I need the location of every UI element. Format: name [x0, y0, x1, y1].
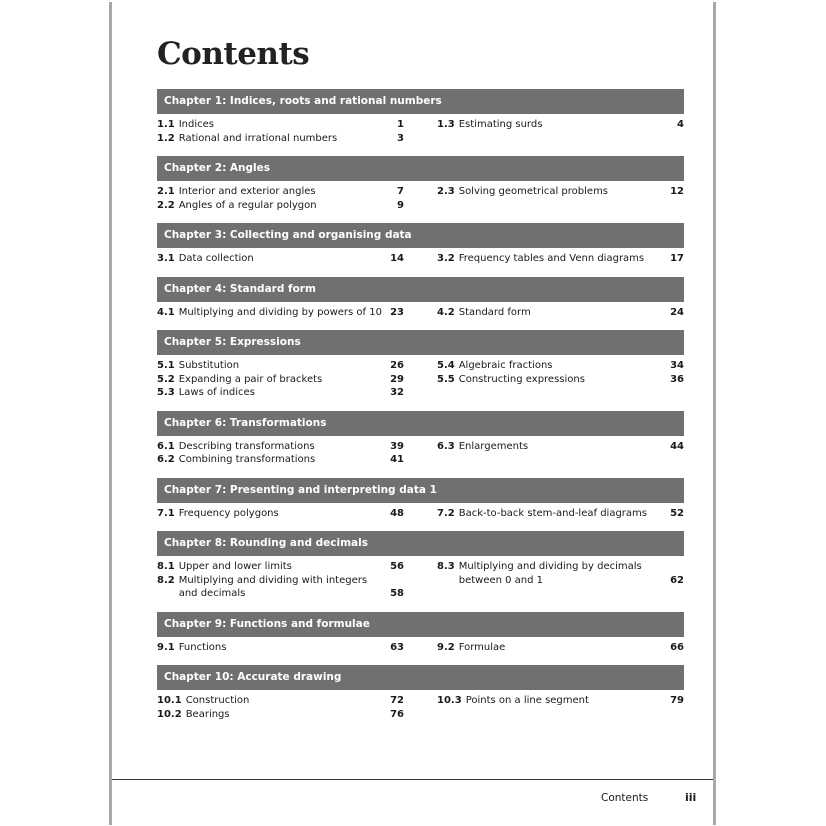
section-number: 6.1 — [157, 440, 175, 452]
chapter-block — [157, 330, 684, 400]
toc-entry[interactable] — [157, 708, 404, 722]
section-number: 3.2 — [437, 253, 455, 264]
section-column-left — [157, 694, 404, 721]
section-column-left — [157, 507, 404, 521]
page-number: 52 — [670, 507, 684, 519]
section-number: 8.1 — [157, 561, 175, 572]
section-title: Indices — [178, 119, 214, 130]
section-title: Constructing expressions — [458, 373, 585, 385]
toc-entry[interactable] — [437, 641, 684, 655]
section-title: Frequency polygons — [178, 507, 279, 519]
chapter-header[interactable]: Chapter 9: Functions and formulae — [157, 612, 684, 637]
section-column-left — [157, 306, 404, 320]
page-number: 29 — [390, 373, 404, 385]
section-number: 8.3 — [437, 561, 455, 572]
section-title: Substitution — [178, 360, 240, 371]
page-title: Contents — [157, 36, 310, 72]
section-number: 1.3 — [437, 119, 455, 130]
page-number: 76 — [390, 708, 404, 720]
section-column-left — [157, 359, 404, 400]
page-number: 9 — [397, 199, 404, 211]
chapter-header[interactable]: Chapter 6: Transformations — [157, 411, 684, 436]
section-column-right — [437, 185, 684, 212]
toc-entry[interactable] — [437, 306, 684, 320]
section-number: 6.2 — [157, 454, 175, 465]
toc-entry[interactable] — [157, 574, 404, 601]
section-title: Standard form — [458, 306, 531, 318]
section-number: 10.1 — [157, 695, 182, 706]
section-column-right — [437, 440, 684, 467]
section-title: Combining transformations — [178, 454, 316, 465]
chapter-block — [157, 478, 684, 521]
toc-entry[interactable] — [437, 185, 684, 199]
page-number: 39 — [390, 440, 404, 452]
section-title: Estimating surds — [458, 119, 543, 130]
toc-entry[interactable] — [157, 560, 404, 574]
toc-entry[interactable] — [437, 560, 684, 587]
chapter-header[interactable]: Chapter 1: Indices, roots and rational numbers — [157, 89, 684, 114]
page-number: 12 — [670, 186, 684, 197]
footer-label: Contents — [601, 792, 649, 804]
page-number: 14 — [390, 253, 404, 264]
page-number: 34 — [670, 360, 684, 371]
toc-entry[interactable] — [437, 694, 684, 708]
page-number: 41 — [390, 454, 404, 465]
section-number: 4.2 — [437, 306, 455, 318]
section-column-right — [437, 560, 684, 601]
page-number: 62 — [670, 574, 684, 586]
toc-entry[interactable] — [157, 359, 404, 373]
page-number: 58 — [390, 588, 404, 599]
section-title: Functions — [178, 641, 227, 653]
section-number: 5.4 — [437, 360, 455, 371]
chapter-sections — [157, 503, 684, 521]
footer-divider — [112, 779, 713, 780]
section-number: 7.1 — [157, 507, 175, 519]
section-column-left — [157, 641, 404, 655]
toc-entry[interactable] — [437, 440, 684, 454]
chapter-header[interactable]: Chapter 8: Rounding and decimals — [157, 531, 684, 556]
section-title: Data collection — [178, 253, 254, 264]
section-title: Multiplying and dividing by powers of 10 — [178, 306, 382, 318]
toc-entry[interactable] — [157, 507, 404, 521]
page-number: 1 — [397, 119, 404, 130]
section-number: 3.1 — [157, 253, 175, 264]
chapter-block — [157, 531, 684, 601]
section-title: Expanding a pair of brackets — [178, 373, 323, 385]
section-number: 10.3 — [437, 695, 462, 706]
section-column-left — [157, 560, 404, 601]
chapter-block — [157, 156, 684, 212]
toc-entry[interactable] — [157, 440, 404, 454]
chapter-sections — [157, 690, 684, 721]
chapter-header[interactable]: Chapter 5: Expressions — [157, 330, 684, 355]
section-title: Points on a line segment — [465, 695, 589, 706]
section-title: Formulae — [458, 641, 506, 653]
page-number: 79 — [670, 695, 684, 706]
section-number: 5.2 — [157, 373, 175, 385]
section-title: Describing transformations — [178, 440, 315, 452]
section-title: Frequency tables and Venn diagrams — [458, 253, 645, 264]
toc-entry[interactable] — [157, 386, 404, 400]
section-column-right — [437, 694, 684, 721]
toc-entry[interactable] — [157, 199, 404, 213]
page-number: 44 — [670, 440, 684, 452]
chapter-block — [157, 277, 684, 320]
chapter-header[interactable]: Chapter 10: Accurate drawing — [157, 665, 684, 690]
page-number: 32 — [390, 387, 404, 398]
section-number: 8.2 — [157, 574, 175, 586]
section-column-right — [437, 359, 684, 400]
page-number: 36 — [670, 373, 684, 385]
toc-entry[interactable] — [157, 132, 404, 146]
chapter-block — [157, 89, 684, 145]
section-number: 1.2 — [157, 132, 175, 144]
toc-entry[interactable] — [437, 507, 684, 521]
section-column-left — [157, 118, 404, 145]
chapter-block — [157, 665, 684, 721]
page-number: 66 — [670, 641, 684, 653]
section-title: Interior and exterior angles — [178, 186, 316, 197]
chapter-block — [157, 223, 684, 266]
chapter-block — [157, 612, 684, 655]
section-column-right — [437, 252, 684, 266]
section-column-right — [437, 306, 684, 320]
page-number: 4 — [677, 119, 684, 130]
toc-entry[interactable] — [437, 118, 684, 132]
page-number: 23 — [390, 306, 404, 318]
chapter-sections — [157, 181, 684, 212]
section-number: 7.2 — [437, 507, 455, 519]
section-title: Angles of a regular polygon — [178, 199, 317, 211]
section-title: Laws of indices — [178, 387, 255, 398]
toc-entry[interactable] — [437, 252, 684, 266]
toc-entry[interactable] — [157, 373, 404, 387]
section-column-left — [157, 440, 404, 467]
chapter-header[interactable]: Chapter 2: Angles — [157, 156, 684, 181]
section-number: 2.1 — [157, 186, 175, 197]
section-number: 6.3 — [437, 440, 455, 452]
section-number: 9.2 — [437, 641, 455, 653]
page-number: 26 — [390, 360, 404, 371]
chapter-header[interactable]: Chapter 7: Presenting and interpreting data 1 — [157, 478, 684, 503]
section-title: Upper and lower limits — [178, 561, 292, 572]
toc-entry[interactable] — [157, 306, 404, 320]
section-number: 2.2 — [157, 199, 175, 211]
toc-entry[interactable] — [157, 641, 404, 655]
page-number: 17 — [670, 253, 684, 264]
page-number: 24 — [670, 306, 684, 318]
chapter-sections — [157, 355, 684, 400]
section-number: 5.1 — [157, 360, 175, 371]
section-number: 5.5 — [437, 373, 455, 385]
chapter-header[interactable]: Chapter 4: Standard form — [157, 277, 684, 302]
section-number: 4.1 — [157, 306, 175, 318]
toc-entry[interactable] — [157, 694, 404, 708]
chapter-sections — [157, 637, 684, 655]
page-number: 72 — [390, 695, 404, 706]
section-number: 9.1 — [157, 641, 175, 653]
chapter-sections — [157, 556, 684, 601]
toc-entry[interactable] — [437, 373, 684, 387]
section-title: Rational and irrational numbers — [178, 132, 338, 144]
toc-entry[interactable] — [157, 118, 404, 132]
toc-entry[interactable] — [157, 252, 404, 266]
section-column-right — [437, 641, 684, 655]
section-number: 10.2 — [157, 708, 182, 720]
section-number: 2.3 — [437, 186, 455, 197]
page-number: 48 — [390, 507, 404, 519]
page-number: 3 — [397, 132, 404, 144]
section-title: Construction — [185, 695, 250, 706]
section-column-right — [437, 507, 684, 521]
section-title: Enlargements — [458, 440, 529, 452]
section-number: 1.1 — [157, 119, 175, 130]
toc-entry[interactable] — [157, 185, 404, 199]
chapter-sections — [157, 248, 684, 266]
page-number: 7 — [397, 186, 404, 197]
section-title: Bearings — [185, 708, 230, 720]
section-title: Solving geometrical problems — [458, 186, 609, 197]
toc-entry[interactable] — [157, 453, 404, 467]
section-column-left — [157, 252, 404, 266]
section-title: Multiplying and dividing with integers and decimals — [178, 574, 368, 599]
section-title: Algebraic fractions — [458, 360, 553, 371]
chapter-sections — [157, 114, 684, 145]
toc-entry[interactable] — [437, 359, 684, 373]
chapter-block — [157, 411, 684, 467]
footer-page-number: iii — [685, 791, 697, 804]
section-column-left — [157, 185, 404, 212]
section-title: Multiplying and dividing by decimals between 0 and 1 — [458, 561, 642, 586]
section-number: 5.3 — [157, 387, 175, 398]
table-of-contents — [157, 89, 684, 732]
chapter-sections — [157, 436, 684, 467]
page-number: 56 — [390, 561, 404, 572]
section-title: Back-to-back stem-and-leaf diagrams — [458, 507, 647, 519]
page-number: 63 — [390, 641, 404, 653]
chapter-header[interactable]: Chapter 3: Collecting and organising data — [157, 223, 684, 248]
section-column-right — [437, 118, 684, 145]
chapter-sections — [157, 302, 684, 320]
